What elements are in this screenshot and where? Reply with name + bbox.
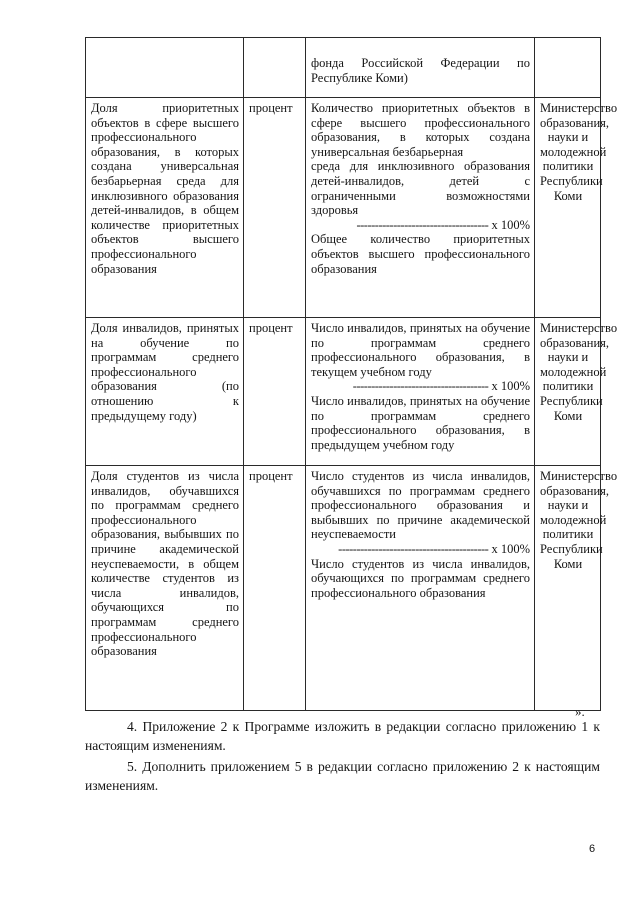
table-row	[86, 98, 601, 318]
unit-cell	[244, 466, 306, 711]
closing-quote: ».	[575, 704, 585, 719]
page-number: 6	[589, 843, 596, 855]
indicators-table	[85, 37, 618, 711]
indicator-cell	[86, 466, 244, 711]
unit-text: процент	[249, 321, 293, 335]
fraction-dashes: -----------------------------------------	[338, 541, 489, 556]
fraction-dashes: -------------------------------------	[352, 379, 489, 394]
formula-numerator-continued: среда для инклюзивного образования детей-инвалидов, детей с ограниченными возможностями здоровья	[311, 159, 530, 218]
responsible-text: Министерство образования, науки и молодежной политики Республики Коми	[540, 321, 618, 423]
unit-text: процент	[249, 101, 293, 115]
multiplier-text: x 100%	[491, 217, 530, 232]
formula-continuation: фонда Российской Федерации по Республике Коми)	[311, 56, 530, 85]
unit-text: процент	[249, 469, 293, 483]
unit-cell	[244, 98, 306, 318]
indicator-cell	[86, 38, 244, 98]
formula-cell	[306, 318, 535, 466]
formula-denominator: Общее количество приоритетных объектов высшего профессионального образования	[311, 232, 530, 276]
responsible-cell	[535, 38, 601, 98]
fraction-line	[311, 218, 530, 233]
formula-cell	[306, 38, 535, 98]
unit-cell	[244, 318, 306, 466]
indicator-cell	[86, 98, 244, 318]
formula-numerator: Количество приоритетных объектов в сфере высшего профессионального образования, в которых создана универсальная безбарьерная	[311, 101, 530, 159]
responsible-text: Министерство образования, науки и молодежной политики Республики Коми	[540, 469, 618, 571]
formula-denominator: Число студентов из числа инвалидов, обучающихся по программам среднего профессионального образования	[311, 556, 530, 600]
indicator-text: Доля инвалидов, принятых на обучение по программам среднего профессионального образования (по отношению к предыдущему году)	[91, 321, 239, 423]
table-row	[86, 318, 601, 466]
paragraph-5: 5. Дополнить приложением 5 в редакции согласно приложению 2 к настоящим изменениям.	[85, 759, 600, 793]
formula-cell	[306, 466, 535, 711]
multiplier-text: x 100%	[491, 379, 530, 394]
table-row	[86, 466, 601, 711]
fraction-line	[311, 542, 530, 557]
responsible-cell	[535, 466, 618, 711]
indicator-text: Доля приоритетных объектов в сфере высшего профессионального образования, в которых создана универсальная безбарьерная среда для инклюзивного образования детей-инвалидов, в общем количестве приоритетных объектов высшего профессионального образования	[91, 101, 239, 276]
responsible-text: Министерство образования, науки и молодежной политики Республики Коми	[540, 101, 618, 203]
paragraph-4: 4. Приложение 2 к Программе изложить в редакции согласно приложению 1 к настоящим изменениям.	[85, 719, 600, 753]
formula-numerator: Число инвалидов, принятых на обучение по программам среднего профессионального образования, в текущем учебном году	[311, 321, 530, 379]
unit-cell	[244, 38, 306, 98]
indicator-cell	[86, 318, 244, 466]
responsible-cell	[535, 318, 618, 466]
multiplier-text: x 100%	[491, 541, 530, 556]
fraction-line	[311, 379, 530, 394]
responsible-cell	[535, 98, 618, 318]
indicator-text: Доля студентов из числа инвалидов, обучавшихся по программам среднего профессионального образования, выбывших по причине академической неуспеваемости, в общем количестве студентов из числа инвалидов, обучающихся по программам среднего профессионального образования	[91, 469, 239, 659]
table-row	[86, 38, 601, 98]
formula-numerator: Число студентов из числа инвалидов, обучавшихся по программам среднего профессионального образования и выбывших по причине академической неуспеваемости	[311, 469, 530, 542]
fraction-dashes: ------------------------------------	[356, 217, 489, 232]
formula-cell	[306, 98, 535, 318]
formula-denominator: Число инвалидов, принятых на обучение по программам среднего профессионального образования, в предыдущем учебном году	[311, 393, 530, 452]
